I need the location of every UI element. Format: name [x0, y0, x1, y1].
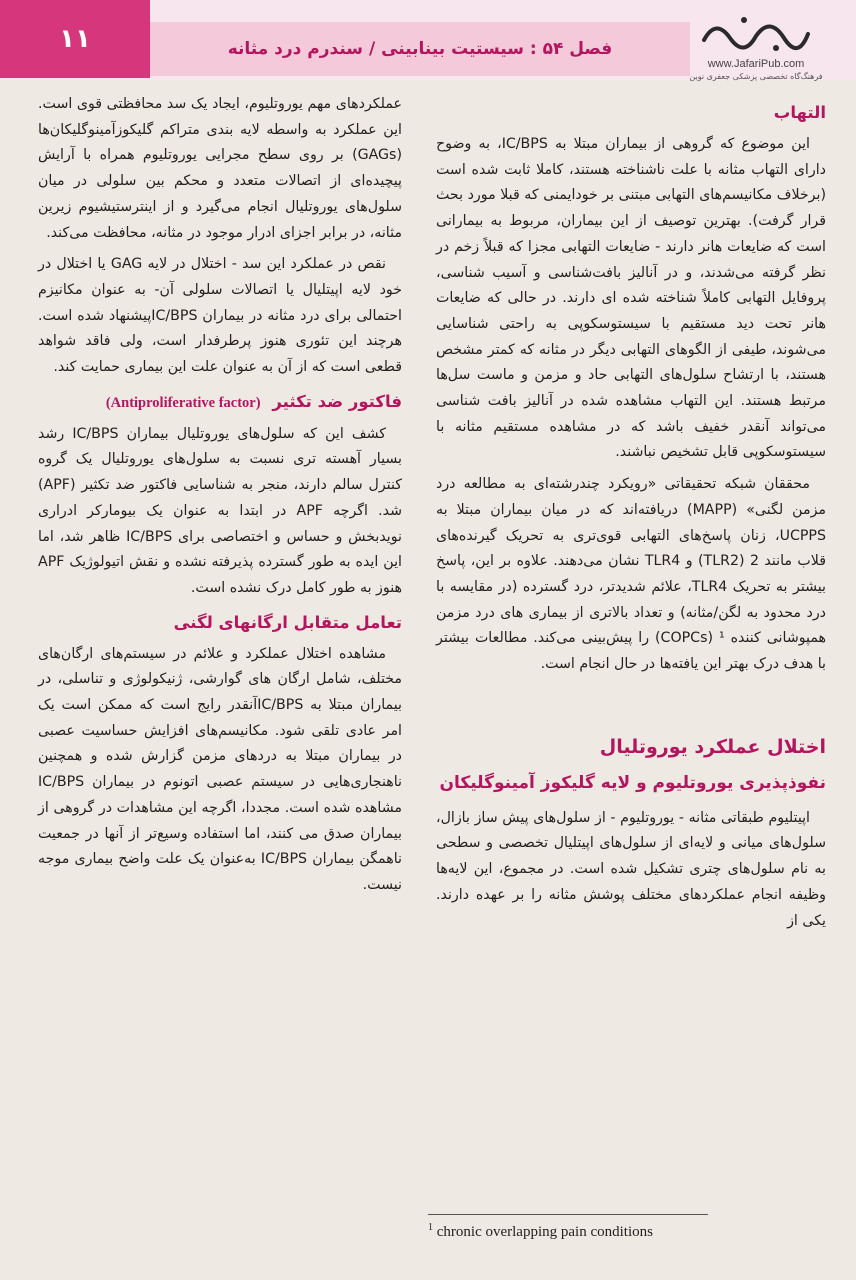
- paragraph: کشف این که سلول‌های یوروتلیال بیماران IC/BPS رشد بسیار آهسته تری نسبت به سلول‌های یوروتلیال یک گروه کنترل سالم دارند، منجر به شناسایی فاکتور ضد تکثیر (APF) شد. اگرچه APF در ابتدا به عنوان یک بیومارکر ادراری نویدبخش و حساس و اختصاصی برای IC/BPS ظاهر شد، اما این ایده به طور گسترده پذیرفته نشده و نقش اتیولوژیک APF هنوز به طور کامل درک نشده است.: [38, 425, 402, 596]
- page-number: ۱۱: [0, 0, 150, 78]
- right-column: [436, 92, 826, 940]
- heading-apf-persian: فاکتور ضد تکثیر: [272, 391, 402, 411]
- heading-urothelial-dysfunction: اختلال عملکرد یوروتلیال: [599, 735, 826, 758]
- paragraph: این موضوع که گروهی از بیماران مبتلا به IC/BPS، به وضوح دارای التهاب مثانه با علت ناشناخته هستند، کاملا ثابت شده است (برخلاف مکانیسم‌های التهابی مبتنی بر خودایمنی که قبلا مورد بحث قرار گرفت). بهترین توصیف از این بیماران، مربوط به بیمارانی است که ضایعات هانر دارند - ضایعات التهابی مجزا که قبلاً زخم در نظر گرفته می‌شدند، و در آنالیز بافت‌شناسی و آسیب شناسی، پروفایل التهابی کاملاً شناخته شده ای دارند. در حالی که ضایعات هانر تحت دید مستقیم با سیستوسکوپی به راحتی شناسایی می‌شوند، طیفی از الگوهای التهابی دیگر در مثانه که کمتر مشخص هستند، با ارتشاح سلول‌های التهابی حاد و مزمن و ماست سل‌ها مرتبط هستند. این التهاب مشاهده شده در آنالیز بافت شناسی می‌تواند آنقدر خفیف باشد که در مشاهده مستقیم مثانه با سیستوسکوپی قابل تشخیص نباشند.: [436, 136, 826, 461]
- paragraph: نقص در عملکرد این سد - اختلال در لایه GAG یا اختلال در خود لایه اپیتلیال یا اتصالات سلولی آن- به عنوان مکانیزم احتمالی برای درد مثانه در بیماران IC/BPSپیشنهاد شده است. هرچند این تئوری هنوز پرطرفدار است، ولی فاقد شواهد قطعی است که از آن به عنوان علت این بیماری حمایت کند.: [38, 256, 402, 376]
- paragraph: مشاهده اختلال عملکرد و علائم در سیستم‌های ارگان‌های مختلف، شامل ارگان های گوارشی، ژنیکولوژی و تناسلی، در بیماران مبتلا به IC/BPSآنقدر رایج است که ممکن است یک امر عادی تلقی شود. مکانیسم‌های افزایش حساسیت عصبی در بیماران مبتلا به دردهای مزمن گزارش شده و همچنین ناهنجاری‌هایی در سیستم عصبی اتونوم در بیماران IC/BPS مشاهده شده است. مجددا، اگرچه این مشاهدات در گروهی از بیماران صدق می کنند، اما استفاده وسیع‌تر از آنها در جمعیت ناهمگن بیماران IC/BPS به‌عنوان یک علت واضح بیماری موجه نیست.: [38, 645, 402, 893]
- logo-mark-icon: [696, 8, 816, 54]
- paragraph: اپیتلیوم طبقاتی مثانه - یوروتلیوم - از سلول‌های پیش ساز بازال، سلول‌های میانی و لایه‌ای از سلول‌های اپیتلیال تخصصی و سطحی به نام سلول‌های چتری تشکیل شده است. در مجموع، این لایه‌ها وظیفه انجام عملکردهای مختلف پوشش مثانه را بر عهده دارند. یکی از: [436, 809, 826, 929]
- heading-urothelial-permeability: نفوذپذیری یوروتلیوم و لایه گلیکوز آمینوگلیکان: [439, 772, 826, 793]
- heading-apf-latin: (Antiproliferative factor): [105, 394, 261, 411]
- publisher-logo: [686, 8, 826, 98]
- heading-antiproliferative-factor: [38, 389, 402, 416]
- logo-url: www.JafariPub.com: [707, 58, 805, 70]
- footnote-divider: [428, 1214, 708, 1215]
- footnote-marker: 1: [428, 1222, 433, 1233]
- page-header: [0, 0, 856, 80]
- heading-pelvic-crosstalk: تعامل متقابل ارگانهای لگنی: [173, 612, 402, 632]
- paragraph: عملکردهای مهم یوروتلیوم، ایجاد یک سد محافظتی قوی است. این عملکرد به واسطه لایه بندی متراکم گلیکوزآمینوگلیکان‌ها (GAGs) بر روی سطح مجرایی یوروتلیوم همراه با آرایش پیچیده‌ای از اتصالات متعدد و محکم بین سلولی در میان سلول‌های یوروتلیال انجام می‌گیرد و از اینترستیشیوم زیرین مثانه، در برابر اجزای ادرار موجود در مثانه، محافظت می‌کند.: [38, 96, 402, 241]
- logo-calligraphy-icon: [686, 8, 826, 58]
- footnote-text: chronic overlapping pain conditions: [436, 1224, 653, 1240]
- footnote: [428, 1222, 653, 1241]
- paragraph: محققان شبکه تحقیقاتی «رویکرد چندرشته‌ای به مطالعه درد مزمن لگنی» (MAPP) دریافته‌اند که در میان بیماران مبتلا به UCPPS، زنان پاسخ‌های التهابی قوی‌تری به تحریک گیرنده‌های قلاب مانند 2 (TLR2) و TLR4 نشان می‌دهند. علاوه بر این، پاسخ بیشتر به تحریک TLR4، علائم شدیدتر، درد گسترده (در مقایسه با درد محدود به لگن/مثانه) و تعداد بالاتری از بیماری های درد مزمن همپوشانی کننده ¹ (COPCs) را پیش‌بینی می‌کند. مطالعات بیشتر با هدف درک بهتر این یافته‌ها در حال انجام است.: [436, 476, 827, 673]
- logo-tagline: فرهنگ‌گاه تخصصی پزشکی جعفری نوین: [689, 72, 823, 81]
- left-column: [38, 92, 402, 905]
- chapter-title: فصل ۵۴ : سیستیت بینابینی / سندرم درد مثانه: [150, 22, 690, 76]
- heading-inflammation: التهاب: [773, 103, 826, 122]
